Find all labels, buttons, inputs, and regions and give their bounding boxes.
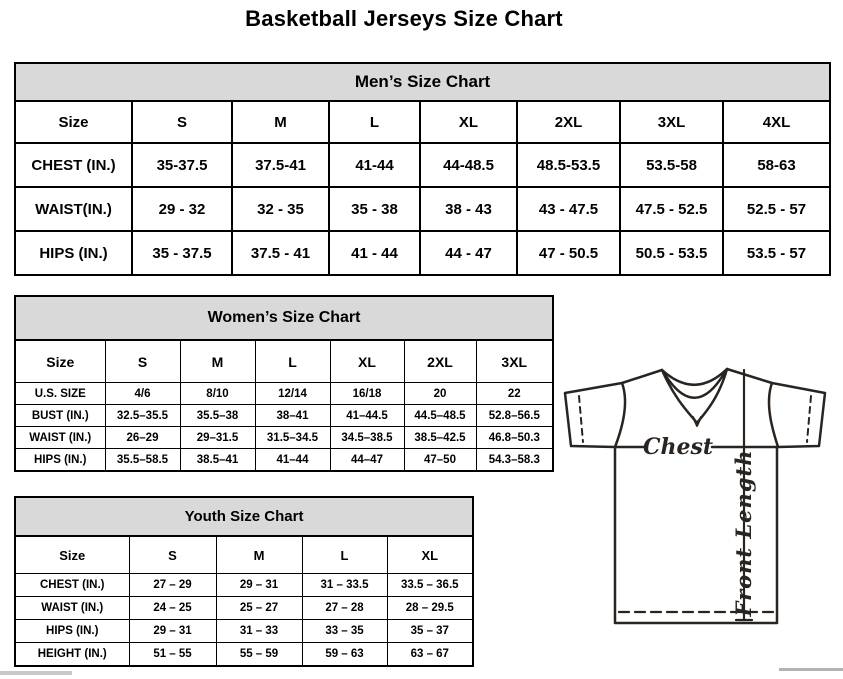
table-row <box>15 63 830 101</box>
size-value-cell: 44-48.5 <box>420 143 517 187</box>
size-value-cell: 44–47 <box>330 449 404 472</box>
table-row <box>15 620 473 643</box>
size-value-cell: 54.3–58.3 <box>476 449 553 472</box>
column-header-cell: Size <box>15 101 132 143</box>
size-value-cell: 51 – 55 <box>129 643 216 667</box>
size-value-cell: 33 – 35 <box>302 620 387 643</box>
size-value-cell: 52.8–56.5 <box>476 405 553 427</box>
size-value-cell: 63 – 67 <box>387 643 473 667</box>
column-header-cell: XL <box>330 340 404 383</box>
size-value-cell: 41–44 <box>255 449 330 472</box>
row-label-cell: WAIST (IN.) <box>15 597 129 620</box>
size-value-cell: 4/6 <box>105 383 180 405</box>
size-value-cell: 28 – 29.5 <box>387 597 473 620</box>
size-value-cell: 50.5 - 53.5 <box>620 231 723 275</box>
size-value-cell: 29 – 31 <box>216 574 302 597</box>
size-value-cell: 37.5-41 <box>232 143 329 187</box>
size-value-cell: 27 – 28 <box>302 597 387 620</box>
size-value-cell: 53.5-58 <box>620 143 723 187</box>
row-label-cell: CHEST (IN.) <box>15 574 129 597</box>
jersey-measurement-diagram <box>556 360 836 650</box>
table-row <box>15 143 830 187</box>
column-header-cell: L <box>255 340 330 383</box>
size-value-cell: 35 - 37.5 <box>132 231 232 275</box>
column-header-cell: 2XL <box>517 101 620 143</box>
size-value-cell: 32 - 35 <box>232 187 329 231</box>
table-row <box>15 187 830 231</box>
size-value-cell: 46.8–50.3 <box>476 427 553 449</box>
column-header-cell: XL <box>420 101 517 143</box>
size-value-cell: 29–31.5 <box>180 427 255 449</box>
size-value-cell: 16/18 <box>330 383 404 405</box>
size-value-cell: 29 - 32 <box>132 187 232 231</box>
row-label-cell: CHEST (IN.) <box>15 143 132 187</box>
size-value-cell: 55 – 59 <box>216 643 302 667</box>
size-value-cell: 35 – 37 <box>387 620 473 643</box>
column-header-cell: L <box>302 536 387 574</box>
row-label-cell: HIPS (IN.) <box>15 449 105 472</box>
size-value-cell: 47.5 - 52.5 <box>620 187 723 231</box>
column-header-cell: M <box>232 101 329 143</box>
size-value-cell: 47–50 <box>404 449 476 472</box>
size-value-cell: 41-44 <box>329 143 420 187</box>
table-row <box>15 449 553 472</box>
size-value-cell: 31 – 33.5 <box>302 574 387 597</box>
column-header-cell: Size <box>15 340 105 383</box>
table-row <box>15 597 473 620</box>
column-header-cell: XL <box>387 536 473 574</box>
table-row <box>15 231 830 275</box>
column-header-cell: 3XL <box>620 101 723 143</box>
size-value-cell: 47 - 50.5 <box>517 231 620 275</box>
row-label-cell: HIPS (IN.) <box>15 620 129 643</box>
jersey-right-cuff-stitch <box>807 396 811 442</box>
column-header-cell: M <box>180 340 255 383</box>
row-label-cell: WAIST (IN.) <box>15 427 105 449</box>
chest-label: Chest <box>642 434 714 460</box>
column-header-cell: Size <box>15 536 129 574</box>
horizontal-scrollbar-fragment-right[interactable] <box>779 668 843 671</box>
size-value-cell: 31 – 33 <box>216 620 302 643</box>
table-row <box>15 101 830 143</box>
size-value-cell: 35-37.5 <box>132 143 232 187</box>
row-label-cell: BUST (IN.) <box>15 405 105 427</box>
size-value-cell: 38 - 43 <box>420 187 517 231</box>
size-value-cell: 24 – 25 <box>129 597 216 620</box>
row-label-cell: WAIST(IN.) <box>15 187 132 231</box>
jersey-left-cuff-stitch <box>579 396 583 442</box>
page-title: Basketball Jerseys Size Chart <box>245 6 563 31</box>
column-header-cell: M <box>216 536 302 574</box>
size-value-cell: 25 – 27 <box>216 597 302 620</box>
size-value-cell: 38–41 <box>255 405 330 427</box>
column-header-cell: S <box>132 101 232 143</box>
table-row <box>15 536 473 574</box>
size-value-cell: 8/10 <box>180 383 255 405</box>
column-header-cell: L <box>329 101 420 143</box>
size-value-cell: 53.5 - 57 <box>723 231 830 275</box>
size-value-cell: 37.5 - 41 <box>232 231 329 275</box>
size-value-cell: 43 - 47.5 <box>517 187 620 231</box>
horizontal-scrollbar-fragment-left[interactable] <box>0 671 72 675</box>
womens-size-chart-table <box>14 295 554 472</box>
size-value-cell: 32.5–35.5 <box>105 405 180 427</box>
row-label-cell: HEIGHT (IN.) <box>15 643 129 667</box>
column-header-cell: 3XL <box>476 340 553 383</box>
table-row <box>15 340 553 383</box>
youth-chart-title: Youth Size Chart <box>15 497 473 536</box>
jersey-right-armhole-seam <box>769 383 778 447</box>
size-value-cell: 59 – 63 <box>302 643 387 667</box>
size-value-cell: 41–44.5 <box>330 405 404 427</box>
size-value-cell: 41 - 44 <box>329 231 420 275</box>
table-row <box>15 405 553 427</box>
column-header-cell: 4XL <box>723 101 830 143</box>
size-value-cell: 58-63 <box>723 143 830 187</box>
size-value-cell: 12/14 <box>255 383 330 405</box>
size-value-cell: 35.5–38 <box>180 405 255 427</box>
table-row <box>15 296 553 340</box>
size-value-cell: 35 - 38 <box>329 187 420 231</box>
mens-chart-title: Men’s Size Chart <box>15 63 830 101</box>
table-row <box>15 427 553 449</box>
youth-size-chart-table <box>14 496 474 667</box>
front-length-label: Front Length <box>731 449 756 617</box>
size-value-cell: 29 – 31 <box>129 620 216 643</box>
table-row <box>15 497 473 536</box>
size-value-cell: 38.5–41 <box>180 449 255 472</box>
column-header-cell: S <box>105 340 180 383</box>
jersey-left-armhole-seam <box>615 383 625 447</box>
row-label-cell: U.S. SIZE <box>15 383 105 405</box>
size-value-cell: 48.5-53.5 <box>517 143 620 187</box>
column-header-cell: 2XL <box>404 340 476 383</box>
mens-size-chart-table <box>14 62 831 276</box>
size-value-cell: 34.5–38.5 <box>330 427 404 449</box>
row-label-cell: HIPS (IN.) <box>15 231 132 275</box>
size-value-cell: 26–29 <box>105 427 180 449</box>
size-value-cell: 44.5–48.5 <box>404 405 476 427</box>
column-header-cell: S <box>129 536 216 574</box>
table-row <box>15 383 553 405</box>
size-value-cell: 38.5–42.5 <box>404 427 476 449</box>
table-row <box>15 643 473 667</box>
size-value-cell: 31.5–34.5 <box>255 427 330 449</box>
size-value-cell: 22 <box>476 383 553 405</box>
size-value-cell: 20 <box>404 383 476 405</box>
size-value-cell: 27 – 29 <box>129 574 216 597</box>
womens-chart-title: Women’s Size Chart <box>15 296 553 340</box>
size-value-cell: 35.5–58.5 <box>105 449 180 472</box>
size-value-cell: 52.5 - 57 <box>723 187 830 231</box>
size-value-cell: 44 - 47 <box>420 231 517 275</box>
size-value-cell: 33.5 – 36.5 <box>387 574 473 597</box>
table-row <box>15 574 473 597</box>
